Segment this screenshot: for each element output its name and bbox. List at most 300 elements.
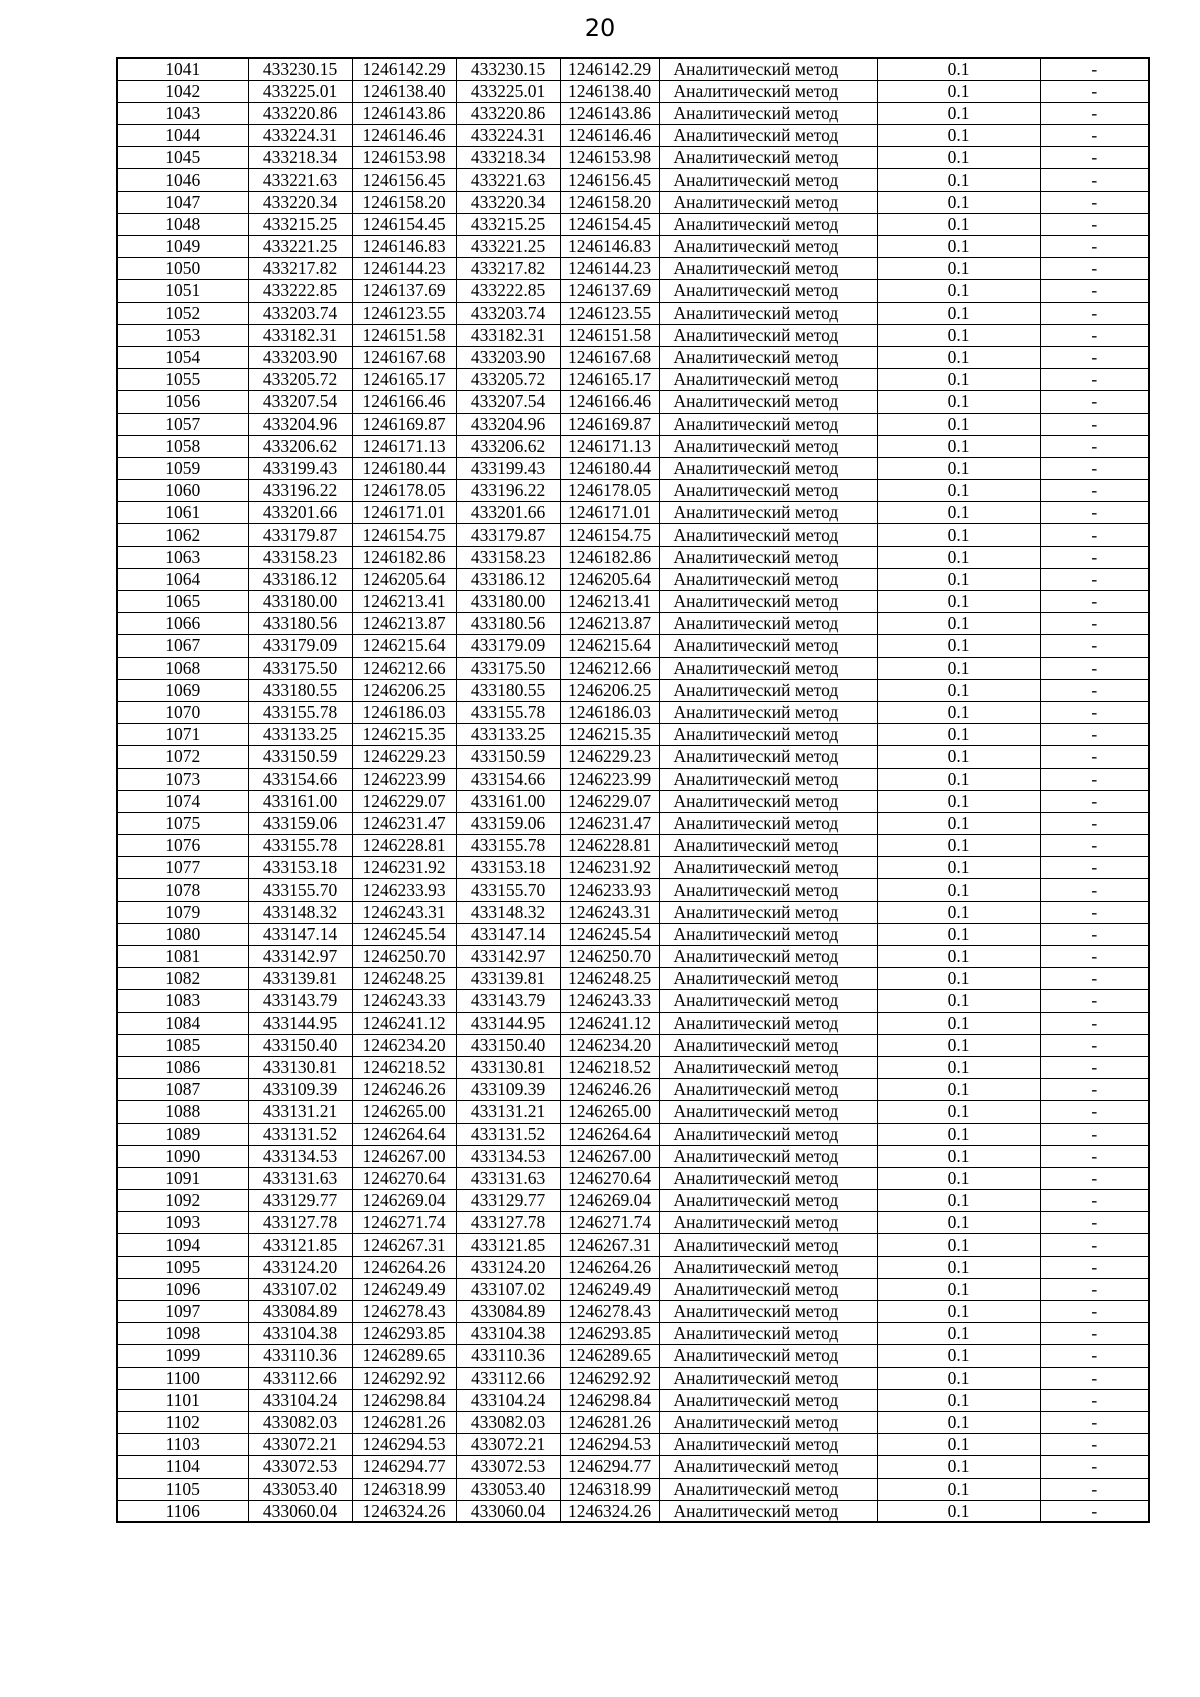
accuracy-cell: 0.1 [877,1434,1040,1456]
y-old-cell: 1246218.52 [352,1056,456,1078]
method-cell: Аналитический метод [659,1278,877,1300]
x-old-cell: 433204.96 [248,413,352,435]
y-new-cell: 1246265.00 [560,1101,659,1123]
accuracy-cell: 0.1 [877,812,1040,834]
x-old-cell: 433153.18 [248,857,352,879]
y-old-cell: 1246182.86 [352,546,456,568]
accuracy-cell: 0.1 [877,701,1040,723]
method-cell: Аналитический метод [659,1123,877,1145]
table-row [117,369,1149,391]
note-cell: - [1040,1212,1149,1234]
point-number-cell: 1083 [117,990,248,1012]
y-new-cell: 1246294.77 [560,1456,659,1478]
y-new-cell: 1246289.65 [560,1345,659,1367]
method-cell: Аналитический метод [659,812,877,834]
point-number-cell: 1062 [117,524,248,546]
table-row [117,901,1149,923]
point-number-cell: 1078 [117,879,248,901]
y-new-cell: 1246267.00 [560,1145,659,1167]
y-old-cell: 1246138.40 [352,80,456,102]
x-new-cell: 433134.53 [456,1145,560,1167]
y-new-cell: 1246234.20 [560,1034,659,1056]
note-cell: - [1040,901,1149,923]
y-old-cell: 1246142.29 [352,58,456,80]
note-cell: - [1040,324,1149,346]
y-new-cell: 1246246.26 [560,1079,659,1101]
note-cell: - [1040,1123,1149,1145]
point-number-cell: 1075 [117,812,248,834]
y-new-cell: 1246156.45 [560,169,659,191]
accuracy-cell: 0.1 [877,768,1040,790]
accuracy-cell: 0.1 [877,1323,1040,1345]
note-cell: - [1040,346,1149,368]
table-row [117,302,1149,324]
accuracy-cell: 0.1 [877,435,1040,457]
note-cell: - [1040,857,1149,879]
x-new-cell: 433060.04 [456,1500,560,1522]
y-new-cell: 1246281.26 [560,1411,659,1433]
y-new-cell: 1246143.86 [560,102,659,124]
accuracy-cell: 0.1 [877,568,1040,590]
y-old-cell: 1246267.00 [352,1145,456,1167]
note-cell: - [1040,1278,1149,1300]
point-number-cell: 1053 [117,324,248,346]
method-cell: Аналитический метод [659,125,877,147]
table-row [117,502,1149,524]
method-cell: Аналитический метод [659,591,877,613]
method-cell: Аналитический метод [659,768,877,790]
method-cell: Аналитический метод [659,1411,877,1433]
accuracy-cell: 0.1 [877,1145,1040,1167]
method-cell: Аналитический метод [659,1212,877,1234]
y-old-cell: 1246246.26 [352,1079,456,1101]
method-cell: Аналитический метод [659,1301,877,1323]
note-cell: - [1040,724,1149,746]
table-row [117,790,1149,812]
y-old-cell: 1246166.46 [352,391,456,413]
table-row [117,435,1149,457]
x-old-cell: 433133.25 [248,724,352,746]
accuracy-cell: 0.1 [877,191,1040,213]
x-old-cell: 433129.77 [248,1190,352,1212]
accuracy-cell: 0.1 [877,1012,1040,1034]
x-old-cell: 433180.00 [248,591,352,613]
y-new-cell: 1246151.58 [560,324,659,346]
x-old-cell: 433180.56 [248,613,352,635]
method-cell: Аналитический метод [659,258,877,280]
y-old-cell: 1246213.87 [352,613,456,635]
x-new-cell: 433203.74 [456,302,560,324]
x-new-cell: 433179.87 [456,524,560,546]
table-row [117,657,1149,679]
x-old-cell: 433161.00 [248,790,352,812]
table-row [117,812,1149,834]
method-cell: Аналитический метод [659,346,877,368]
accuracy-cell: 0.1 [877,502,1040,524]
y-new-cell: 1246206.25 [560,679,659,701]
point-number-cell: 1072 [117,746,248,768]
x-new-cell: 433131.52 [456,1123,560,1145]
accuracy-cell: 0.1 [877,1256,1040,1278]
y-new-cell: 1246223.99 [560,768,659,790]
x-new-cell: 433205.72 [456,369,560,391]
note-cell: - [1040,1323,1149,1345]
x-new-cell: 433230.15 [456,58,560,80]
x-old-cell: 433217.82 [248,258,352,280]
accuracy-cell: 0.1 [877,879,1040,901]
point-number-cell: 1077 [117,857,248,879]
y-old-cell: 1246269.04 [352,1190,456,1212]
x-old-cell: 433072.53 [248,1456,352,1478]
y-new-cell: 1246146.46 [560,125,659,147]
table-row [117,1389,1149,1411]
accuracy-cell: 0.1 [877,524,1040,546]
x-old-cell: 433201.66 [248,502,352,524]
table-row [117,213,1149,235]
point-number-cell: 1044 [117,125,248,147]
method-cell: Аналитический метод [659,546,877,568]
note-cell: - [1040,413,1149,435]
table-row [117,1167,1149,1189]
table-row [117,1012,1149,1034]
x-old-cell: 433215.25 [248,213,352,235]
point-number-cell: 1086 [117,1056,248,1078]
x-old-cell: 433109.39 [248,1079,352,1101]
y-new-cell: 1246248.25 [560,968,659,990]
method-cell: Аналитический метод [659,213,877,235]
point-number-cell: 1097 [117,1301,248,1323]
point-number-cell: 1092 [117,1190,248,1212]
method-cell: Аналитический метод [659,1145,877,1167]
table-row [117,524,1149,546]
table-body [117,58,1149,1522]
method-cell: Аналитический метод [659,236,877,258]
note-cell: - [1040,1079,1149,1101]
x-old-cell: 433082.03 [248,1411,352,1433]
accuracy-cell: 0.1 [877,457,1040,479]
note-cell: - [1040,1389,1149,1411]
x-old-cell: 433175.50 [248,657,352,679]
accuracy-cell: 0.1 [877,1056,1040,1078]
point-number-cell: 1050 [117,258,248,280]
accuracy-cell: 0.1 [877,613,1040,635]
y-new-cell: 1246250.70 [560,946,659,968]
accuracy-cell: 0.1 [877,80,1040,102]
x-new-cell: 433131.63 [456,1167,560,1189]
method-cell: Аналитический метод [659,1389,877,1411]
y-new-cell: 1246241.12 [560,1012,659,1034]
method-cell: Аналитический метод [659,80,877,102]
y-old-cell: 1246248.25 [352,968,456,990]
x-old-cell: 433150.40 [248,1034,352,1056]
table-row [117,191,1149,213]
x-old-cell: 433220.34 [248,191,352,213]
x-new-cell: 433148.32 [456,901,560,923]
x-old-cell: 433084.89 [248,1301,352,1323]
y-old-cell: 1246243.33 [352,990,456,1012]
y-old-cell: 1246229.23 [352,746,456,768]
note-cell: - [1040,923,1149,945]
accuracy-cell: 0.1 [877,480,1040,502]
point-number-cell: 1095 [117,1256,248,1278]
y-new-cell: 1246264.64 [560,1123,659,1145]
y-old-cell: 1246171.01 [352,502,456,524]
y-new-cell: 1246215.35 [560,724,659,746]
x-old-cell: 433230.15 [248,58,352,80]
y-new-cell: 1246144.23 [560,258,659,280]
table-row [117,923,1149,945]
y-new-cell: 1246123.55 [560,302,659,324]
x-new-cell: 433218.34 [456,147,560,169]
note-cell: - [1040,391,1149,413]
x-new-cell: 433175.50 [456,657,560,679]
y-old-cell: 1246265.00 [352,1101,456,1123]
x-old-cell: 433206.62 [248,435,352,457]
note-cell: - [1040,80,1149,102]
note-cell: - [1040,1411,1149,1433]
point-number-cell: 1080 [117,923,248,945]
point-number-cell: 1041 [117,58,248,80]
point-number-cell: 1098 [117,1323,248,1345]
x-old-cell: 433131.63 [248,1167,352,1189]
note-cell: - [1040,58,1149,80]
point-number-cell: 1045 [117,147,248,169]
note-cell: - [1040,701,1149,723]
method-cell: Аналитический метод [659,1034,877,1056]
x-new-cell: 433107.02 [456,1278,560,1300]
x-new-cell: 433155.78 [456,835,560,857]
method-cell: Аналитический метод [659,1056,877,1078]
table-row [117,857,1149,879]
point-number-cell: 1064 [117,568,248,590]
coordinates-table [116,57,1150,1523]
point-number-cell: 1091 [117,1167,248,1189]
accuracy-cell: 0.1 [877,635,1040,657]
note-cell: - [1040,591,1149,613]
table-row [117,236,1149,258]
point-number-cell: 1081 [117,946,248,968]
accuracy-cell: 0.1 [877,391,1040,413]
x-old-cell: 433218.34 [248,147,352,169]
x-old-cell: 433222.85 [248,280,352,302]
y-old-cell: 1246123.55 [352,302,456,324]
table-row [117,346,1149,368]
x-new-cell: 433144.95 [456,1012,560,1034]
note-cell: - [1040,258,1149,280]
y-old-cell: 1246180.44 [352,457,456,479]
point-number-cell: 1058 [117,435,248,457]
x-new-cell: 433220.86 [456,102,560,124]
x-new-cell: 433196.22 [456,480,560,502]
method-cell: Аналитический метод [659,147,877,169]
point-number-cell: 1055 [117,369,248,391]
y-new-cell: 1246154.45 [560,213,659,235]
x-new-cell: 433158.23 [456,546,560,568]
y-old-cell: 1246206.25 [352,679,456,701]
method-cell: Аналитический метод [659,990,877,1012]
y-new-cell: 1246213.41 [560,591,659,613]
accuracy-cell: 0.1 [877,147,1040,169]
x-new-cell: 433220.34 [456,191,560,213]
note-cell: - [1040,946,1149,968]
point-number-cell: 1096 [117,1278,248,1300]
point-number-cell: 1082 [117,968,248,990]
accuracy-cell: 0.1 [877,1389,1040,1411]
table-row [117,1056,1149,1078]
y-old-cell: 1246154.45 [352,213,456,235]
table-row [117,1034,1149,1056]
accuracy-cell: 0.1 [877,413,1040,435]
accuracy-cell: 0.1 [877,1367,1040,1389]
y-old-cell: 1246270.64 [352,1167,456,1189]
x-new-cell: 433161.00 [456,790,560,812]
accuracy-cell: 0.1 [877,591,1040,613]
x-old-cell: 433205.72 [248,369,352,391]
accuracy-cell: 0.1 [877,1301,1040,1323]
accuracy-cell: 0.1 [877,857,1040,879]
y-new-cell: 1246138.40 [560,80,659,102]
y-old-cell: 1246156.45 [352,169,456,191]
accuracy-cell: 0.1 [877,1345,1040,1367]
x-old-cell: 433203.74 [248,302,352,324]
x-old-cell: 433107.02 [248,1278,352,1300]
accuracy-cell: 0.1 [877,746,1040,768]
y-old-cell: 1246205.64 [352,568,456,590]
method-cell: Аналитический метод [659,835,877,857]
accuracy-cell: 0.1 [877,102,1040,124]
y-old-cell: 1246324.26 [352,1500,456,1522]
method-cell: Аналитический метод [659,857,877,879]
x-old-cell: 433131.52 [248,1123,352,1145]
y-new-cell: 1246218.52 [560,1056,659,1078]
table-row [117,280,1149,302]
point-number-cell: 1054 [117,346,248,368]
y-new-cell: 1246243.31 [560,901,659,923]
y-old-cell: 1246271.74 [352,1212,456,1234]
point-number-cell: 1066 [117,613,248,635]
table-row [117,1278,1149,1300]
table-row [117,1190,1149,1212]
table-row [117,1123,1149,1145]
method-cell: Аналитический метод [659,790,877,812]
point-number-cell: 1085 [117,1034,248,1056]
table-row [117,1212,1149,1234]
y-old-cell: 1246243.31 [352,901,456,923]
accuracy-cell: 0.1 [877,1278,1040,1300]
x-new-cell: 433133.25 [456,724,560,746]
accuracy-cell: 0.1 [877,679,1040,701]
point-number-cell: 1052 [117,302,248,324]
x-old-cell: 433182.31 [248,324,352,346]
y-old-cell: 1246144.23 [352,258,456,280]
y-new-cell: 1246171.13 [560,435,659,457]
point-number-cell: 1063 [117,546,248,568]
y-new-cell: 1246231.47 [560,812,659,834]
note-cell: - [1040,968,1149,990]
y-old-cell: 1246154.75 [352,524,456,546]
y-old-cell: 1246234.20 [352,1034,456,1056]
table-row [117,1411,1149,1433]
accuracy-cell: 0.1 [877,324,1040,346]
y-new-cell: 1246228.81 [560,835,659,857]
table-row [117,1079,1149,1101]
accuracy-cell: 0.1 [877,280,1040,302]
method-cell: Аналитический метод [659,391,877,413]
method-cell: Аналитический метод [659,968,877,990]
table-row [117,457,1149,479]
note-cell: - [1040,1101,1149,1123]
accuracy-cell: 0.1 [877,58,1040,80]
method-cell: Аналитический метод [659,923,877,945]
note-cell: - [1040,369,1149,391]
y-new-cell: 1246249.49 [560,1278,659,1300]
x-new-cell: 433222.85 [456,280,560,302]
y-old-cell: 1246169.87 [352,413,456,435]
x-old-cell: 433147.14 [248,923,352,945]
x-new-cell: 433217.82 [456,258,560,280]
table-row [117,724,1149,746]
table-row [117,391,1149,413]
y-old-cell: 1246281.26 [352,1411,456,1433]
note-cell: - [1040,1034,1149,1056]
note-cell: - [1040,679,1149,701]
point-number-cell: 1067 [117,635,248,657]
x-new-cell: 433142.97 [456,946,560,968]
y-new-cell: 1246205.64 [560,568,659,590]
note-cell: - [1040,435,1149,457]
x-new-cell: 433182.31 [456,324,560,346]
x-new-cell: 433215.25 [456,213,560,235]
x-new-cell: 433072.21 [456,1434,560,1456]
note-cell: - [1040,213,1149,235]
accuracy-cell: 0.1 [877,1079,1040,1101]
y-old-cell: 1246215.64 [352,635,456,657]
note-cell: - [1040,1234,1149,1256]
y-new-cell: 1246271.74 [560,1212,659,1234]
method-cell: Аналитический метод [659,657,877,679]
y-old-cell: 1246233.93 [352,879,456,901]
x-old-cell: 433225.01 [248,80,352,102]
note-cell: - [1040,1478,1149,1500]
note-cell: - [1040,746,1149,768]
method-cell: Аналитический метод [659,1456,877,1478]
table-row [117,568,1149,590]
accuracy-cell: 0.1 [877,1167,1040,1189]
y-old-cell: 1246264.64 [352,1123,456,1145]
y-old-cell: 1246264.26 [352,1256,456,1278]
point-number-cell: 1046 [117,169,248,191]
accuracy-cell: 0.1 [877,369,1040,391]
point-number-cell: 1104 [117,1456,248,1478]
y-new-cell: 1246245.54 [560,923,659,945]
y-old-cell: 1246298.84 [352,1389,456,1411]
y-old-cell: 1246292.92 [352,1367,456,1389]
point-number-cell: 1043 [117,102,248,124]
table-row [117,1234,1149,1256]
table-row [117,746,1149,768]
y-old-cell: 1246294.53 [352,1434,456,1456]
method-cell: Аналитический метод [659,613,877,635]
point-number-cell: 1087 [117,1079,248,1101]
y-old-cell: 1246228.81 [352,835,456,857]
x-new-cell: 433206.62 [456,435,560,457]
x-new-cell: 433153.18 [456,857,560,879]
table-row [117,768,1149,790]
x-new-cell: 433139.81 [456,968,560,990]
y-old-cell: 1246294.77 [352,1456,456,1478]
x-new-cell: 433224.31 [456,125,560,147]
x-old-cell: 433186.12 [248,568,352,590]
